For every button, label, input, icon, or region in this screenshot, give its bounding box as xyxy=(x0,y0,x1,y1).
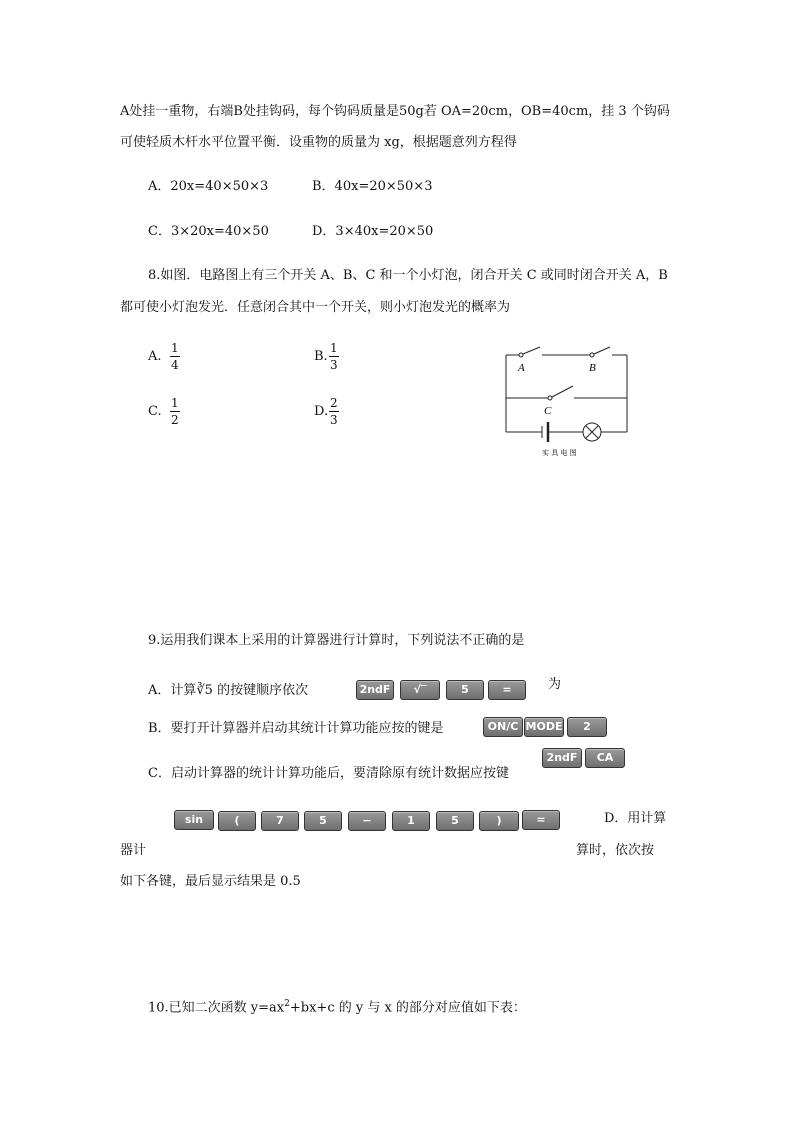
circuit-label-a: A xyxy=(518,362,525,374)
calc-key-ca: CA xyxy=(585,748,625,768)
q9-option-a-tail: 为 xyxy=(548,677,562,692)
calc-key-mode: MODE xyxy=(524,717,564,737)
switch-c xyxy=(552,386,573,397)
circuit-label-c: C xyxy=(544,405,552,417)
q10-exponent: 2 xyxy=(284,999,290,1009)
switch-c-contact xyxy=(548,396,552,400)
q9-option-b: B．要打开计算器并启动其统计计算功能应按的键是 xyxy=(148,721,444,736)
q8-stem-line1: 8.如图．电路图上有三个开关 A、B、C 和一个小灯泡，闭合开关 C 或同时闭合开关 A，B xyxy=(148,268,668,283)
switch-a xyxy=(523,347,540,354)
fraction-numerator: 1 xyxy=(330,341,338,355)
q8-option-a-fraction xyxy=(170,341,180,372)
calc-key-2: 2 xyxy=(567,717,607,737)
calc-key-sqrt: √‾ xyxy=(400,680,440,700)
q7-option-b: B．40x=20×50×3 xyxy=(312,179,433,194)
q7-line2: 可使轻质木杆水平位置平衡．设重物的质量为 xg，根据题意列方程得 xyxy=(120,135,517,150)
q9-stem: 9.运用我们课本上采用的计算器进行计算时，下列说法不正确的是 xyxy=(148,633,525,648)
calc-key-2ndf: 2ndF xyxy=(542,748,582,768)
q8-stem-line2: 都可使小灯泡发光．任意闭合其中一个开关，则小灯泡发光的概率为 xyxy=(120,300,511,315)
circuit-diagram xyxy=(496,340,636,460)
circuit-caption: 实 具 电 图 xyxy=(542,449,577,457)
q9-option-a: A．计算∛5 的按键顺序依次 xyxy=(148,683,309,698)
fraction-numerator: 1 xyxy=(171,396,179,410)
fraction-denominator: 3 xyxy=(330,413,338,427)
q8-option-b-fraction xyxy=(329,341,339,372)
q9-option-d-part1: D．用计算 xyxy=(604,811,667,826)
q8-option-a-label: A. xyxy=(148,349,162,364)
q7-option-d: D．3×40x=20×50 xyxy=(312,224,434,239)
q10-stem-suffix: +bx+c 的 y 与 x 的部分对应值如下表： xyxy=(289,1000,526,1016)
q10-stem-prefix: 10.已知二次函数 y=ax xyxy=(148,1000,285,1016)
fraction-numerator: 2 xyxy=(330,396,338,410)
calc-key-5: 5 xyxy=(304,811,342,831)
fraction-denominator: 4 xyxy=(171,358,179,372)
switch-b xyxy=(594,347,610,354)
q9-option-d-part3: 算时，依次按 xyxy=(576,843,655,858)
calc-key-5: 5 xyxy=(436,811,474,831)
calc-key-equals: = xyxy=(522,810,560,830)
switch-a-contact xyxy=(519,353,523,357)
q7-option-a: A．20x=40×50×3 xyxy=(148,179,269,194)
circuit-label-b: B xyxy=(589,362,596,374)
q9-option-c: C．启动计算器的统计计算功能后，要清除原有统计数据应按键 xyxy=(148,766,509,781)
q10-stem xyxy=(148,996,526,1016)
q8-option-c-label: C. xyxy=(148,404,162,419)
calc-key-on-c: ON/C xyxy=(483,717,523,737)
calc-key-equals: = xyxy=(488,680,526,700)
q8-option-d-label: D. xyxy=(314,404,329,419)
q7-line1: A处挂一重物，右端B处挂钩码，每个钩码质量是50g若 OA=20cm，OB=40cm，挂 3 个钩码 xyxy=(120,104,670,119)
q9-option-d-part2: 器计 xyxy=(120,843,147,858)
calc-key-1: 1 xyxy=(392,811,430,831)
calc-key-7: 7 xyxy=(261,811,299,831)
calc-key-sin: sin xyxy=(174,810,214,830)
q9-option-d-part4: 如下各键，最后显示结果是 0.5 xyxy=(120,874,301,889)
q8-option-c-fraction xyxy=(170,396,180,427)
switch-b-contact xyxy=(590,353,594,357)
q7-option-c: C．3×20x=40×50 xyxy=(148,224,269,239)
q8-option-b-label: B. xyxy=(314,349,328,364)
calc-key-5: 5 xyxy=(446,680,484,700)
fraction-denominator: 2 xyxy=(171,413,179,427)
calc-key-close-paren: ) xyxy=(479,811,519,831)
calc-key-2ndf: 2ndF xyxy=(356,680,394,700)
calc-key-open-paren: ( xyxy=(218,811,256,831)
calc-key-minus: − xyxy=(348,811,386,831)
fraction-numerator: 1 xyxy=(171,341,179,355)
q8-option-d-fraction xyxy=(329,396,339,427)
fraction-denominator: 3 xyxy=(330,358,338,372)
